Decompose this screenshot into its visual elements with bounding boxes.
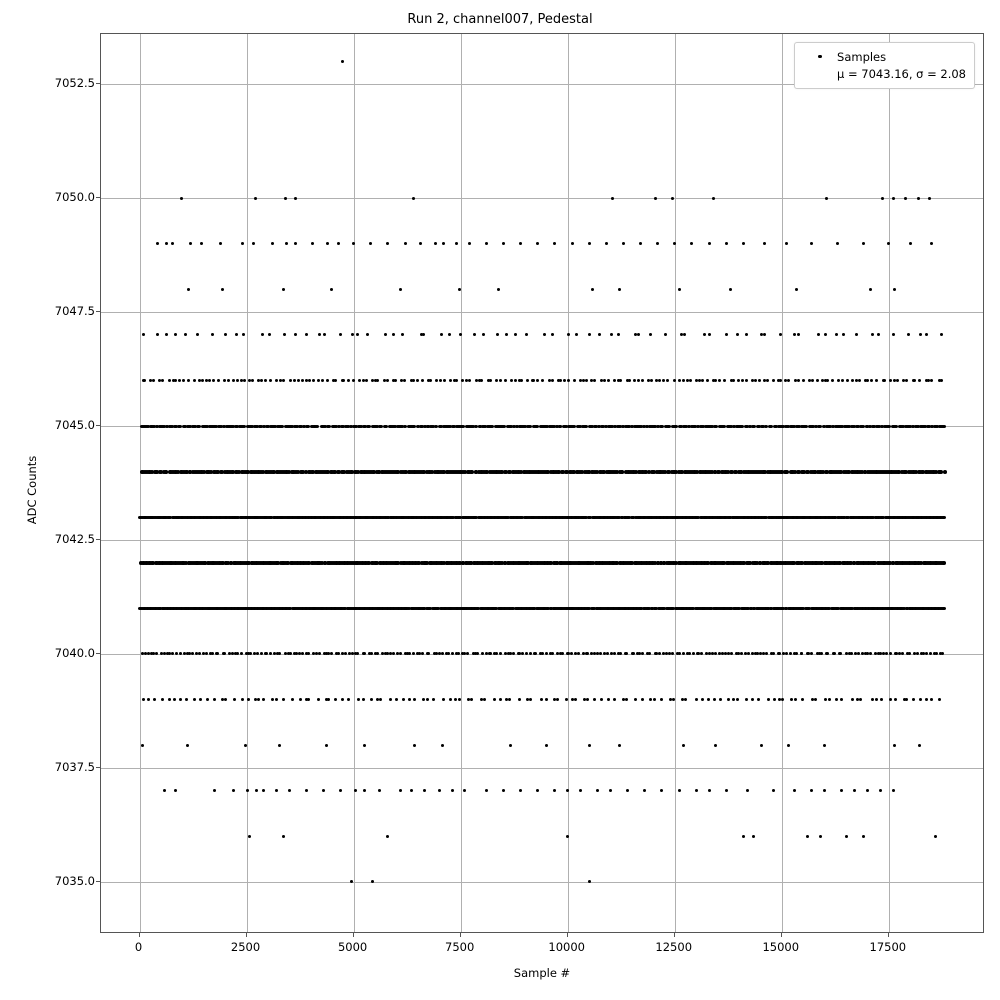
gridline-vertical: [889, 34, 890, 932]
x-tick-label: 7500: [445, 940, 475, 954]
gridline-horizontal: [101, 768, 983, 769]
plot-area: [100, 33, 984, 933]
x-tick-mark: [246, 933, 247, 937]
legend-entry-samples: [803, 48, 966, 65]
x-tick-label: 10000: [548, 940, 585, 954]
x-tick-mark: [674, 933, 675, 937]
x-tick-label: 15000: [762, 940, 800, 954]
gridline-vertical: [568, 34, 569, 932]
x-tick-label: 5000: [337, 940, 368, 954]
y-tick-label: 7047.5: [54, 304, 95, 319]
legend-label-samples: Samples: [837, 49, 887, 64]
legend-label-stats: μ = 7043.16, σ = 2.08: [837, 66, 966, 81]
y-tick-label: 7052.5: [54, 76, 95, 91]
y-tick-label: 7050.0: [54, 190, 95, 205]
x-tick-label: 2500: [230, 940, 261, 954]
x-tick-label: 0: [134, 940, 143, 954]
x-tick-mark: [353, 933, 354, 937]
y-tick-label: 7045.0: [54, 418, 95, 433]
y-tick-label: 7042.5: [54, 531, 95, 546]
gridline-vertical: [247, 34, 248, 932]
y-tick-label: 7037.5: [54, 759, 95, 774]
x-tick-label: 17500: [869, 940, 907, 954]
gridline-vertical: [675, 34, 676, 932]
chart-title: Run 2, channel007, Pedestal: [407, 12, 593, 27]
x-tick-mark: [888, 933, 889, 937]
gridline-vertical: [354, 34, 355, 932]
gridline-vertical: [782, 34, 783, 932]
y-axis-label: ADC Counts: [25, 455, 39, 525]
x-tick-mark: [567, 933, 568, 937]
x-tick-mark: [139, 933, 140, 937]
gridline-horizontal: [101, 312, 983, 313]
x-tick-mark: [460, 933, 461, 937]
x-axis-label: Sample #: [513, 966, 571, 980]
gridline-vertical: [140, 34, 141, 932]
gridline-horizontal: [101, 882, 983, 883]
x-tick-mark: [781, 933, 782, 937]
legend: [794, 42, 975, 89]
gridline-horizontal: [101, 198, 983, 199]
x-tick-label: 12500: [655, 940, 693, 954]
gridline-horizontal: [101, 540, 983, 541]
y-tick-label: 7035.0: [54, 873, 95, 888]
gridline-vertical: [461, 34, 462, 932]
y-tick-label: 7040.0: [54, 645, 95, 660]
legend-marker-point: [803, 55, 837, 59]
legend-entry-stats: [803, 65, 966, 82]
